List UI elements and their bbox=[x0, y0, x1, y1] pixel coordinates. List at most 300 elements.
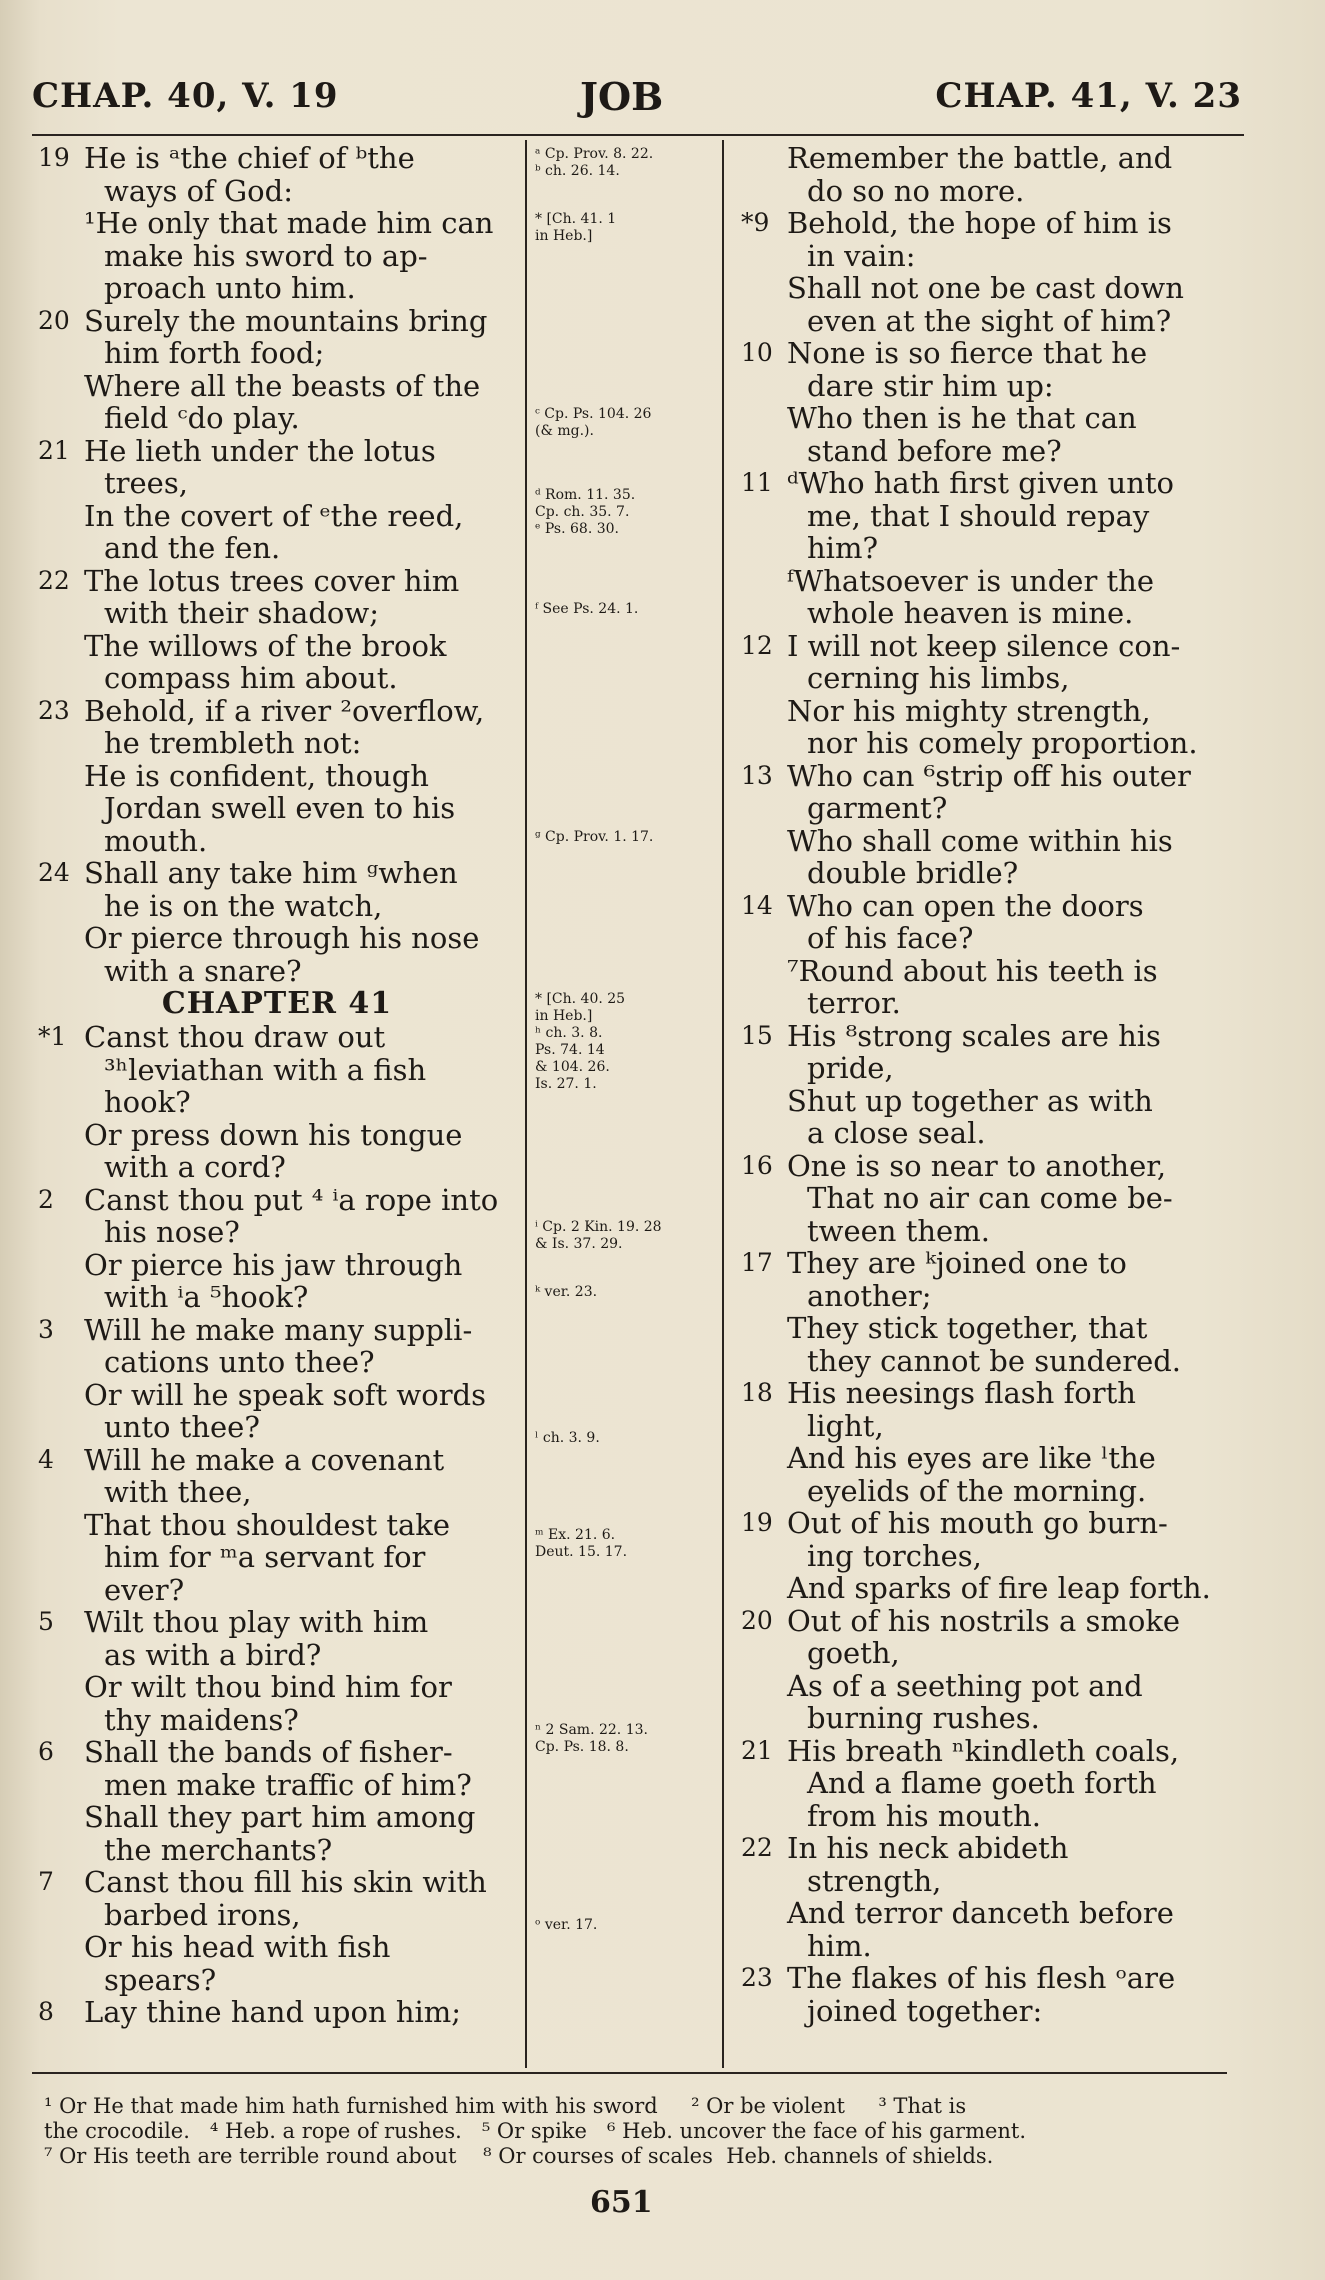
verse-text: as with a bird? bbox=[104, 1637, 322, 1672]
verse-line bbox=[32, 727, 522, 760]
verse-text: his nose? bbox=[104, 1215, 240, 1249]
verse-text: men make traffic of him? bbox=[104, 1767, 472, 1802]
verse-line bbox=[32, 1606, 522, 1639]
verse-number bbox=[735, 1085, 787, 1118]
verse-number bbox=[32, 1054, 84, 1087]
verse-number bbox=[735, 565, 787, 598]
verse-line bbox=[32, 1671, 522, 1704]
verse-text: even at the sight of him? bbox=[807, 303, 1172, 338]
verse-text: As of a seething pot and bbox=[787, 1668, 1143, 1703]
verse-text: The flakes of his flesh ᵒare bbox=[787, 1961, 1176, 1995]
verse-number bbox=[735, 1930, 787, 1963]
footnote-line: ⁷ Or His teeth are terrible round about ⁸ Or courses of scales Heb. channels of shields. bbox=[44, 2144, 994, 2168]
verse-number bbox=[32, 1574, 84, 1607]
verse-number: 2 bbox=[38, 1184, 54, 1214]
verse-line bbox=[735, 1637, 1240, 1670]
verse-number bbox=[32, 1119, 84, 1152]
verse-text: Or press down his tongue bbox=[84, 1117, 463, 1152]
verse-number bbox=[32, 1379, 84, 1412]
verse-line bbox=[735, 1865, 1240, 1898]
verse-line bbox=[32, 1314, 522, 1347]
verse-line bbox=[32, 565, 522, 598]
verse-line bbox=[32, 760, 522, 793]
verse-text: His ⁸strong scales are his bbox=[787, 1018, 1161, 1053]
verse-line bbox=[32, 1704, 522, 1737]
verse-text: Who shall come within his bbox=[787, 823, 1173, 858]
verse-text: him for ᵐa servant for bbox=[104, 1540, 426, 1574]
right-text-column bbox=[735, 142, 1240, 2027]
header-rule bbox=[32, 134, 1244, 136]
verse-line bbox=[735, 1605, 1240, 1638]
verse-number bbox=[735, 1637, 787, 1670]
verse-line bbox=[32, 175, 522, 208]
verse-number bbox=[32, 760, 84, 793]
verse-text: And sparks of fire leap forth. bbox=[787, 1571, 1211, 1605]
verse-text: with ⁱa ⁵hook? bbox=[104, 1280, 309, 1314]
verse-text: Wilt thou play with him bbox=[84, 1605, 429, 1639]
verse-line bbox=[735, 207, 1240, 240]
verse-number bbox=[32, 500, 84, 533]
verse-line bbox=[32, 1866, 522, 1899]
verse-text: Shall they part him among bbox=[84, 1800, 476, 1834]
verse-number bbox=[32, 402, 84, 435]
verse-line bbox=[735, 1085, 1240, 1118]
verse-text: in vain: bbox=[807, 238, 916, 273]
verse-text: The lotus trees cover him bbox=[84, 563, 460, 598]
verse-line bbox=[32, 1021, 522, 1054]
verse-number bbox=[735, 955, 787, 988]
verse-line bbox=[32, 792, 522, 825]
verse-number: 8 bbox=[38, 1997, 54, 2026]
verse-line bbox=[735, 370, 1240, 403]
verse-number: 17 bbox=[741, 1248, 773, 1277]
verse-line bbox=[735, 1475, 1240, 1508]
verse-text: thy maidens? bbox=[104, 1702, 299, 1737]
verse-line bbox=[32, 1054, 522, 1087]
verse-line bbox=[32, 1184, 522, 1217]
verse-text: Surely the mountains bring bbox=[84, 303, 488, 338]
verse-number bbox=[735, 1312, 787, 1345]
margin-reference: ⁱ Cp. 2 Kin. 19. 28 & Is. 37. 29. bbox=[535, 1218, 662, 1252]
verse-number bbox=[32, 727, 84, 760]
verse-line bbox=[735, 1410, 1240, 1443]
verse-number bbox=[32, 662, 84, 695]
verse-text: Shall the bands of fisher- bbox=[84, 1735, 453, 1769]
verse-text: pride, bbox=[807, 1051, 894, 1085]
verse-line bbox=[735, 1215, 1240, 1248]
verse-line bbox=[735, 565, 1240, 598]
verse-text: whole heaven is mine. bbox=[807, 596, 1134, 630]
verse-line bbox=[32, 890, 522, 923]
verse-line bbox=[32, 467, 522, 500]
verse-text: field ᶜdo play. bbox=[104, 401, 300, 435]
verse-line bbox=[32, 272, 522, 305]
verse-text: Or pierce through his nose bbox=[84, 921, 480, 955]
verse-number: 10 bbox=[741, 338, 773, 367]
verse-text: ⁷Round about his teeth is bbox=[787, 953, 1158, 988]
verse-number bbox=[32, 1541, 84, 1574]
verse-text: Shall not one be cast down bbox=[787, 271, 1184, 305]
verse-text: ¹He only that made him can bbox=[84, 206, 494, 240]
verse-number bbox=[735, 1995, 787, 2028]
margin-reference: ᶜ Cp. Ps. 104. 26 (& mg.). bbox=[535, 406, 652, 439]
left-text-column bbox=[32, 142, 522, 2029]
verse-text: Shall any take him ᵍwhen bbox=[84, 856, 458, 890]
verse-text: That no air can come be- bbox=[807, 1181, 1173, 1215]
verse-text: barbed irons, bbox=[104, 1897, 301, 1932]
verse-text: Out of his mouth go burn- bbox=[787, 1506, 1168, 1540]
verse-line bbox=[735, 1117, 1240, 1150]
verse-line bbox=[735, 1800, 1240, 1833]
verse-text: joined together: bbox=[807, 1993, 1043, 2028]
verse-line bbox=[32, 1346, 522, 1379]
verse-line bbox=[735, 1182, 1240, 1215]
verse-number bbox=[735, 500, 787, 533]
verse-number bbox=[735, 1702, 787, 1735]
verse-text: of his face? bbox=[807, 921, 974, 955]
verse-text: Who then is he that can bbox=[787, 401, 1137, 435]
verse-text: ing torches, bbox=[807, 1538, 982, 1573]
verse-line bbox=[32, 1119, 522, 1152]
footnote-rule bbox=[32, 2072, 1227, 2074]
verse-text: Who can ⁶strip off his outer bbox=[787, 758, 1191, 793]
verse-line bbox=[735, 1442, 1240, 1475]
verse-text: double bridle? bbox=[807, 856, 1019, 890]
verse-text: garment? bbox=[807, 791, 948, 825]
verse-line bbox=[32, 1216, 522, 1249]
verse-number bbox=[735, 1572, 787, 1605]
verse-text: he trembleth not: bbox=[104, 726, 362, 760]
verse-line bbox=[735, 1052, 1240, 1085]
verse-line bbox=[735, 175, 1240, 208]
verse-text: with thee, bbox=[104, 1475, 252, 1509]
verse-number bbox=[32, 207, 84, 240]
verse-line bbox=[735, 630, 1240, 663]
verse-number: 14 bbox=[741, 890, 773, 920]
verse-number bbox=[32, 1346, 84, 1379]
verse-text: His breath ⁿkindleth coals, bbox=[787, 1733, 1180, 1768]
verse-number bbox=[32, 532, 84, 565]
verse-text: light, bbox=[807, 1408, 884, 1443]
verse-line bbox=[735, 1345, 1240, 1378]
verse-number bbox=[32, 1249, 84, 1282]
verse-line bbox=[735, 597, 1240, 630]
verse-text: trees, bbox=[104, 466, 188, 500]
margin-reference: ⁿ 2 Sam. 22. 13. Cp. Ps. 18. 8. bbox=[535, 1722, 648, 1756]
verse-text: Behold, if a river ²overflow, bbox=[84, 693, 485, 728]
verse-text: Canst thou draw out bbox=[84, 1020, 386, 1054]
verse-text: He is ᵃthe chief of ᵇthe bbox=[84, 141, 415, 175]
verse-text: And his eyes are like ˡthe bbox=[787, 1441, 1156, 1475]
verse-line bbox=[32, 1769, 522, 1802]
verse-text: ᵈWho hath first given unto bbox=[787, 466, 1174, 500]
verse-text: Remember the battle, and bbox=[787, 141, 1173, 175]
verse-line bbox=[32, 1834, 522, 1867]
verse-number bbox=[32, 1899, 84, 1932]
verse-text: Out of his nostrils a smoke bbox=[787, 1603, 1181, 1638]
verse-text: ever? bbox=[104, 1572, 185, 1607]
verse-number bbox=[32, 1216, 84, 1249]
verse-number: 19 bbox=[38, 143, 70, 172]
verse-text: from his mouth. bbox=[807, 1798, 1042, 1833]
verse-number bbox=[32, 922, 84, 955]
verse-text: None is so fierce that he bbox=[787, 336, 1148, 370]
verse-text: spears? bbox=[104, 1962, 217, 1997]
margin-reference: ᵏ ver. 23. bbox=[535, 1283, 598, 1300]
verse-text: One is so near to another, bbox=[787, 1148, 1167, 1183]
verse-number bbox=[735, 142, 787, 175]
verse-number bbox=[735, 792, 787, 825]
verse-line bbox=[32, 597, 522, 630]
verse-number bbox=[32, 337, 84, 370]
verse-number: 16 bbox=[741, 1150, 773, 1180]
verse-number bbox=[32, 1671, 84, 1704]
verse-line bbox=[32, 435, 522, 468]
verse-number: 13 bbox=[741, 760, 773, 790]
verse-number bbox=[735, 272, 787, 305]
verse-number bbox=[735, 1767, 787, 1800]
verse-number: 7 bbox=[38, 1867, 54, 1896]
verse-line bbox=[735, 1962, 1240, 1995]
verse-line bbox=[735, 1280, 1240, 1313]
margin-reference: ᵍ Cp. Prov. 1. 17. bbox=[535, 828, 654, 845]
verse-number: 21 bbox=[741, 1735, 773, 1765]
verse-line bbox=[735, 272, 1240, 305]
verse-line bbox=[735, 435, 1240, 468]
verse-number bbox=[32, 955, 84, 988]
verse-number bbox=[32, 630, 84, 663]
margin-reference: * [Ch. 40. 25 in Heb.] ʰ ch. 3. 8. Ps. 74. 14 & 104. 26. Is. 27. 1. bbox=[535, 991, 626, 1092]
verse-text: hook? bbox=[104, 1085, 191, 1119]
verse-number bbox=[32, 1801, 84, 1834]
footnote-line: the crocodile. ⁴ Heb. a rope of rushes. ⁵ Or spike ⁶ Heb. uncover the face of his garment. bbox=[44, 2119, 1027, 2143]
verse-number: 23 bbox=[741, 1963, 773, 1992]
verse-line bbox=[32, 1086, 522, 1119]
verse-text: proach unto him. bbox=[104, 271, 356, 305]
verse-text: mouth. bbox=[104, 823, 208, 858]
verse-text: him? bbox=[807, 531, 878, 565]
verse-line bbox=[32, 1541, 522, 1574]
header-right-reference: CHAP. 41, V. 23 bbox=[935, 76, 1242, 116]
verse-number bbox=[735, 1410, 787, 1443]
verse-line bbox=[735, 532, 1240, 565]
verse-line bbox=[32, 532, 522, 565]
verse-line bbox=[735, 662, 1240, 695]
verse-number bbox=[735, 597, 787, 630]
verse-line bbox=[735, 792, 1240, 825]
verse-number bbox=[32, 1931, 84, 1964]
verse-number bbox=[32, 1639, 84, 1672]
verse-text: And a flame goeth forth bbox=[807, 1766, 1157, 1800]
verse-line bbox=[32, 1249, 522, 1282]
header-left-reference: CHAP. 40, V. 19 bbox=[32, 76, 339, 116]
verse-number bbox=[735, 1052, 787, 1085]
verse-text: another; bbox=[807, 1278, 932, 1313]
verse-number bbox=[735, 1117, 787, 1150]
verse-line bbox=[32, 857, 522, 890]
verse-line bbox=[735, 1377, 1240, 1410]
verse-number: 24 bbox=[38, 858, 70, 887]
chapter-heading: CHAPTER 41 bbox=[161, 986, 393, 1021]
verse-line bbox=[735, 727, 1240, 760]
verse-line bbox=[735, 1150, 1240, 1183]
verse-text: They stick together, that bbox=[787, 1311, 1148, 1345]
verse-text: In his neck abideth bbox=[787, 1831, 1069, 1865]
verse-text: Canst thou put ⁴ ⁱa rope into bbox=[84, 1182, 499, 1217]
verse-line bbox=[735, 1540, 1240, 1573]
verse-text: Jordan swell even to his bbox=[104, 791, 456, 825]
verse-line bbox=[32, 1801, 522, 1834]
margin-reference: ᵐ Ex. 21. 6. Deut. 15. 17. bbox=[535, 1527, 628, 1561]
margin-reference: * [Ch. 41. 1 in Heb.] bbox=[535, 211, 617, 244]
verse-text: ways of God: bbox=[104, 173, 293, 208]
verse-text: nor his comely proportion. bbox=[807, 726, 1198, 760]
verse-text: I will not keep silence con- bbox=[787, 628, 1181, 663]
verse-text: He is confident, though bbox=[84, 758, 429, 793]
verse-text: me, that I should repay bbox=[807, 498, 1150, 533]
verse-line bbox=[32, 1736, 522, 1769]
verse-number: 4 bbox=[38, 1444, 54, 1474]
verse-text: Shut up together as with bbox=[787, 1083, 1153, 1118]
verse-line bbox=[32, 1931, 522, 1964]
verse-number bbox=[32, 370, 84, 403]
verse-line bbox=[32, 1444, 522, 1477]
verse-text: with a cord? bbox=[104, 1150, 286, 1184]
verse-number bbox=[735, 727, 787, 760]
verse-line bbox=[32, 1476, 522, 1509]
verse-text: Or wilt thou bind him for bbox=[84, 1670, 452, 1704]
margin-reference: ᶠ See Ps. 24. 1. bbox=[535, 601, 639, 617]
verse-line bbox=[32, 142, 522, 175]
verse-text: strength, bbox=[807, 1863, 942, 1898]
verse-line bbox=[735, 890, 1240, 923]
running-header bbox=[32, 68, 1242, 132]
verse-line bbox=[32, 500, 522, 533]
verse-number bbox=[735, 662, 787, 695]
verse-text: terror. bbox=[807, 986, 901, 1020]
verse-number: 11 bbox=[741, 468, 773, 497]
verse-line bbox=[32, 1964, 522, 1997]
verse-line bbox=[735, 1897, 1240, 1930]
verse-line bbox=[32, 1379, 522, 1412]
verse-line bbox=[32, 630, 522, 663]
verse-number bbox=[735, 1280, 787, 1313]
verse-number: 3 bbox=[38, 1314, 54, 1344]
verse-text: Lay thine hand upon him; bbox=[84, 1995, 462, 2029]
verse-text: burning rushes. bbox=[807, 1701, 1040, 1735]
verse-number: 5 bbox=[38, 1607, 54, 1636]
verse-text: The willows of the brook bbox=[84, 628, 447, 663]
verse-text: That thou shouldest take bbox=[84, 1507, 450, 1542]
verse-text: him. bbox=[807, 1928, 872, 1963]
verse-number: 12 bbox=[741, 630, 773, 660]
verse-text: Will he make a covenant bbox=[84, 1442, 445, 1477]
verse-text: They are ᵏjoined one to bbox=[787, 1246, 1127, 1280]
verse-text: a close seal. bbox=[807, 1116, 986, 1150]
verse-number bbox=[735, 175, 787, 208]
verse-number bbox=[32, 1411, 84, 1444]
verse-line bbox=[735, 825, 1240, 858]
verse-number bbox=[32, 175, 84, 208]
column-divider-right bbox=[722, 140, 724, 2068]
verse-number bbox=[735, 1475, 787, 1508]
verse-number bbox=[32, 1704, 84, 1737]
verse-text: compass him about. bbox=[104, 661, 398, 695]
verse-number bbox=[32, 1509, 84, 1542]
verse-number bbox=[32, 467, 84, 500]
verse-number bbox=[735, 1442, 787, 1475]
verse-text: cerning his limbs, bbox=[807, 661, 1070, 695]
verse-number: 22 bbox=[38, 565, 70, 595]
verse-line bbox=[32, 1411, 522, 1444]
verse-line bbox=[735, 760, 1240, 793]
verse-text: him forth food; bbox=[104, 336, 325, 370]
verse-line bbox=[735, 1572, 1240, 1605]
verse-text: Will he make many suppli- bbox=[84, 1312, 473, 1347]
footnote-line: ¹ Or He that made him hath furnished him with his sword ² Or be violent ³ That is bbox=[44, 2094, 967, 2118]
verse-number bbox=[735, 1670, 787, 1703]
verse-number bbox=[32, 240, 84, 273]
verse-line bbox=[32, 1574, 522, 1607]
verse-text: Where all the beasts of the bbox=[84, 368, 481, 403]
verse-number bbox=[735, 1345, 787, 1378]
verse-line bbox=[32, 662, 522, 695]
verse-number bbox=[735, 1215, 787, 1248]
verse-number bbox=[735, 1182, 787, 1215]
verse-text: make his sword to ap- bbox=[104, 238, 428, 273]
verse-text: Or his head with fish bbox=[84, 1930, 391, 1964]
verse-text: goeth, bbox=[807, 1636, 900, 1670]
verse-number bbox=[735, 1540, 787, 1573]
verse-line bbox=[735, 1247, 1240, 1280]
verse-number: 23 bbox=[38, 695, 70, 725]
verse-text: he is on the watch, bbox=[104, 888, 383, 923]
page-number: 651 bbox=[590, 2185, 653, 2220]
verse-line bbox=[735, 1702, 1240, 1735]
verse-text: the merchants? bbox=[104, 1832, 333, 1867]
verse-line bbox=[735, 1995, 1240, 2028]
verse-number bbox=[32, 792, 84, 825]
verse-line bbox=[735, 337, 1240, 370]
verse-text: tween them. bbox=[807, 1213, 990, 1248]
margin-reference: ᵒ ver. 17. bbox=[535, 1917, 598, 1934]
header-book-title: JOB bbox=[580, 74, 664, 119]
verse-line bbox=[32, 1151, 522, 1184]
verse-text: dare stir him up: bbox=[807, 368, 1054, 403]
verse-text: cations unto thee? bbox=[104, 1345, 375, 1379]
verse-line bbox=[32, 1899, 522, 1932]
verse-number: 18 bbox=[741, 1378, 773, 1407]
verse-number bbox=[735, 1865, 787, 1898]
verse-number bbox=[735, 1897, 787, 1930]
verse-number: 22 bbox=[741, 1833, 773, 1862]
column-divider-left bbox=[525, 140, 527, 2068]
verse-text: Canst thou fill his skin with bbox=[84, 1865, 487, 1899]
verse-line bbox=[32, 402, 522, 435]
margin-reference: ᵃ Cp. Prov. 8. 22. ᵇ ch. 26. 14. bbox=[535, 146, 654, 179]
verse-line bbox=[735, 500, 1240, 533]
verse-number: 20 bbox=[741, 1605, 773, 1635]
verse-number: 15 bbox=[741, 1020, 773, 1050]
verse-text: Or will he speak soft words bbox=[84, 1377, 487, 1412]
verse-line bbox=[735, 1507, 1240, 1540]
verse-line bbox=[735, 1312, 1240, 1345]
verse-line bbox=[735, 1670, 1240, 1703]
verse-line bbox=[32, 955, 522, 988]
verse-number bbox=[32, 272, 84, 305]
verse-line bbox=[32, 825, 522, 858]
verse-line bbox=[735, 1735, 1240, 1768]
